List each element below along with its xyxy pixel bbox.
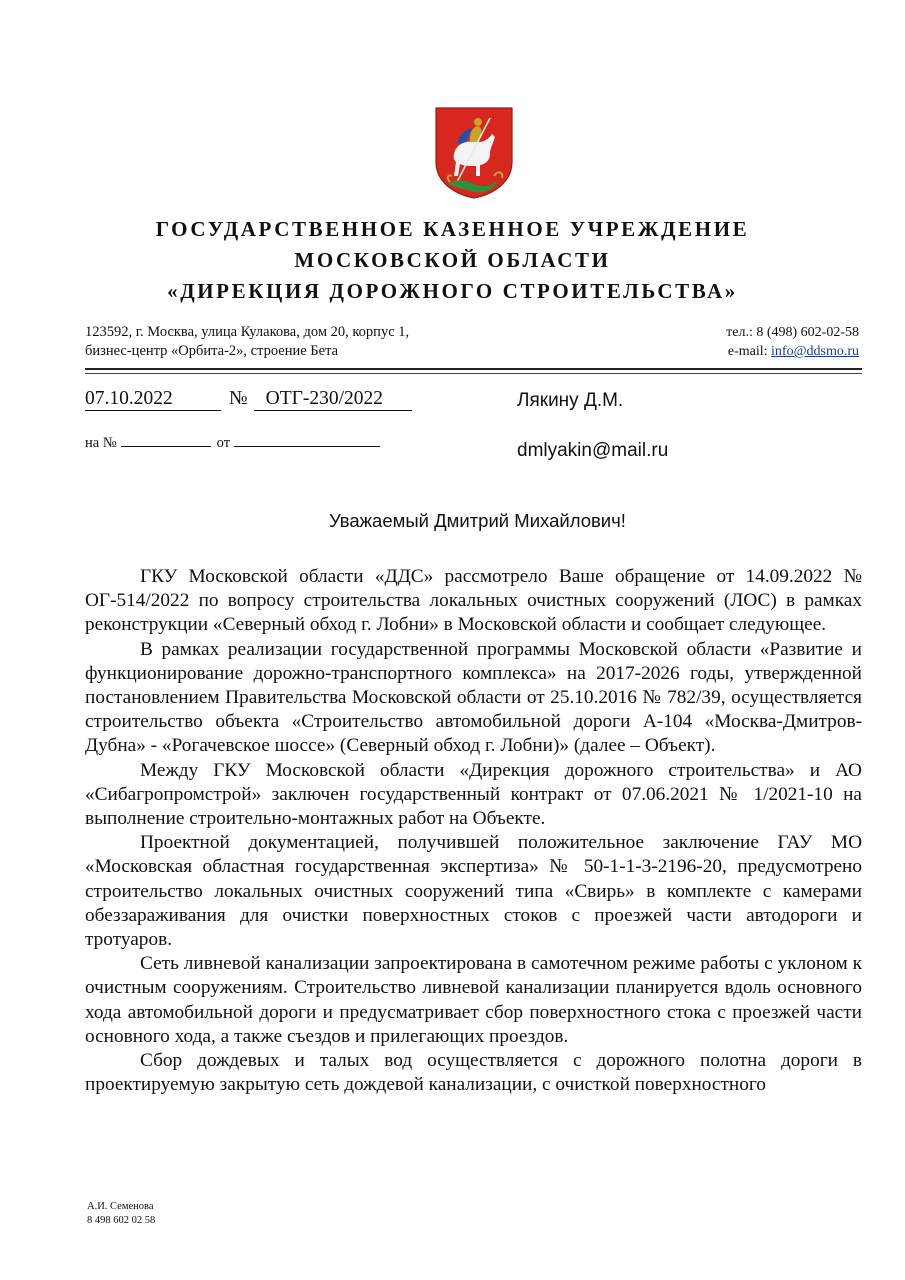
executor-phone: 8 498 602 02 58	[87, 1215, 156, 1226]
header-divider-thin	[85, 373, 862, 374]
recipient-email: dmlyakin@mail.ru	[517, 440, 669, 461]
salutation: Уважаемый Дмитрий Михайлович!	[329, 510, 626, 531]
organization-contacts	[726, 323, 859, 361]
address-line-1: 123592, г. Москва, улица Кулакова, дом 20, корпус 1,	[85, 324, 410, 340]
outgoing-registration	[85, 388, 412, 411]
executor-name: А.И. Семенова	[87, 1201, 154, 1212]
header-divider-thick	[85, 368, 862, 370]
outgoing-number: ОТГ-230/2022	[254, 388, 412, 411]
recipient-name: Лякину Д.М.	[517, 390, 624, 411]
number-sign: №	[229, 388, 248, 409]
outgoing-date: 07.10.2022	[85, 388, 221, 411]
paragraph-3: Между ГКУ Московской области «Дирекция дорожного строительства» и АО «Сибагропромстрой» заключен государственный контракт от 07.06.2021 № 1/2021-10 на выполнение строительно-монтажных работ на Объекте.	[85, 759, 862, 830]
paragraph-4: Проектной документацией, получившей положительное заключение ГАУ МО «Московская областная государственная экспертиза» № 50-1-1-3-2196-20, предусмотрено строительство локальных очистных сооружений типа «Свирь» в комплекте с камерами обеззараживания для очистки поверхностных стоков с проезжей части автодороги и тротуаров.	[85, 832, 862, 951]
paragraph-1: ГКУ Московской области «ДДС» рассмотрело Ваше обращение от 14.09.2022 № ОГ-514/2022 по вопросу строительства локальных очистных сооружений (ЛОС) в рамках реконструкции «Северный обход г. Лобни» в Московской области и сообщает следующее.	[85, 566, 862, 636]
reply-number-blank	[121, 432, 211, 447]
letter-body	[85, 565, 862, 1097]
organization-title	[0, 214, 905, 307]
email-link[interactable]: info@ddsmo.ru	[771, 344, 859, 359]
reply-to-label: на №	[85, 435, 117, 451]
paragraph-2: В рамках реализации государственной программы Московской области «Развитие и функционирование дорожно-транспортного комплекса» на 2017-2026 годы, утвержденной постановлением Правительства Московской области от 25.10.2016 № 782/39, осуществляется строительство объекта «Строительство автомобильной дороги А-104 «Москва-Дмитров-Дубна» - «Рогачевское шоссе» (Северный обход г. Лобни)» (далее – Объект).	[85, 638, 862, 757]
address-line-2: бизнес-центр «Орбита-2», строение Бета	[85, 343, 339, 359]
reply-date-blank	[234, 432, 380, 447]
paragraph-5: Сеть ливневой канализации запроектирована в самотечном режиме работы с уклоном к очистным сооружениям. Строительство ливневой канализации планируется вдоль основного хода автомобильной дороги и предусматривает сбор поверхностного стока с проезжей части основного хода, а также съездов и прилегающих проездов.	[85, 953, 862, 1047]
org-line-2: МОСКОВСКОЙ ОБЛАСТИ	[294, 248, 611, 272]
executor-footer	[87, 1200, 155, 1228]
email-line	[726, 342, 859, 361]
org-line-1: ГОСУДАРСТВЕННОЕ КАЗЕННОЕ УЧРЕЖДЕНИЕ	[155, 217, 750, 241]
phone-text: тел.: 8 (498) 602-02-58	[726, 325, 859, 340]
org-line-3: «ДИРЕКЦИЯ ДОРОЖНОГО СТРОИТЕЛЬСТВА»	[167, 279, 738, 303]
reply-from-label: от	[216, 435, 231, 451]
email-label: e-mail:	[727, 344, 772, 359]
organization-address	[85, 323, 409, 361]
paragraph-6: Сбор дождевых и талых вод осуществляется с дорожного полотна дороги в проектируемую закрытую сеть дождевой канализации, с очисткой поверхностного	[85, 1050, 862, 1096]
reply-reference	[85, 432, 380, 452]
coat-of-arms-emblem	[432, 104, 516, 200]
